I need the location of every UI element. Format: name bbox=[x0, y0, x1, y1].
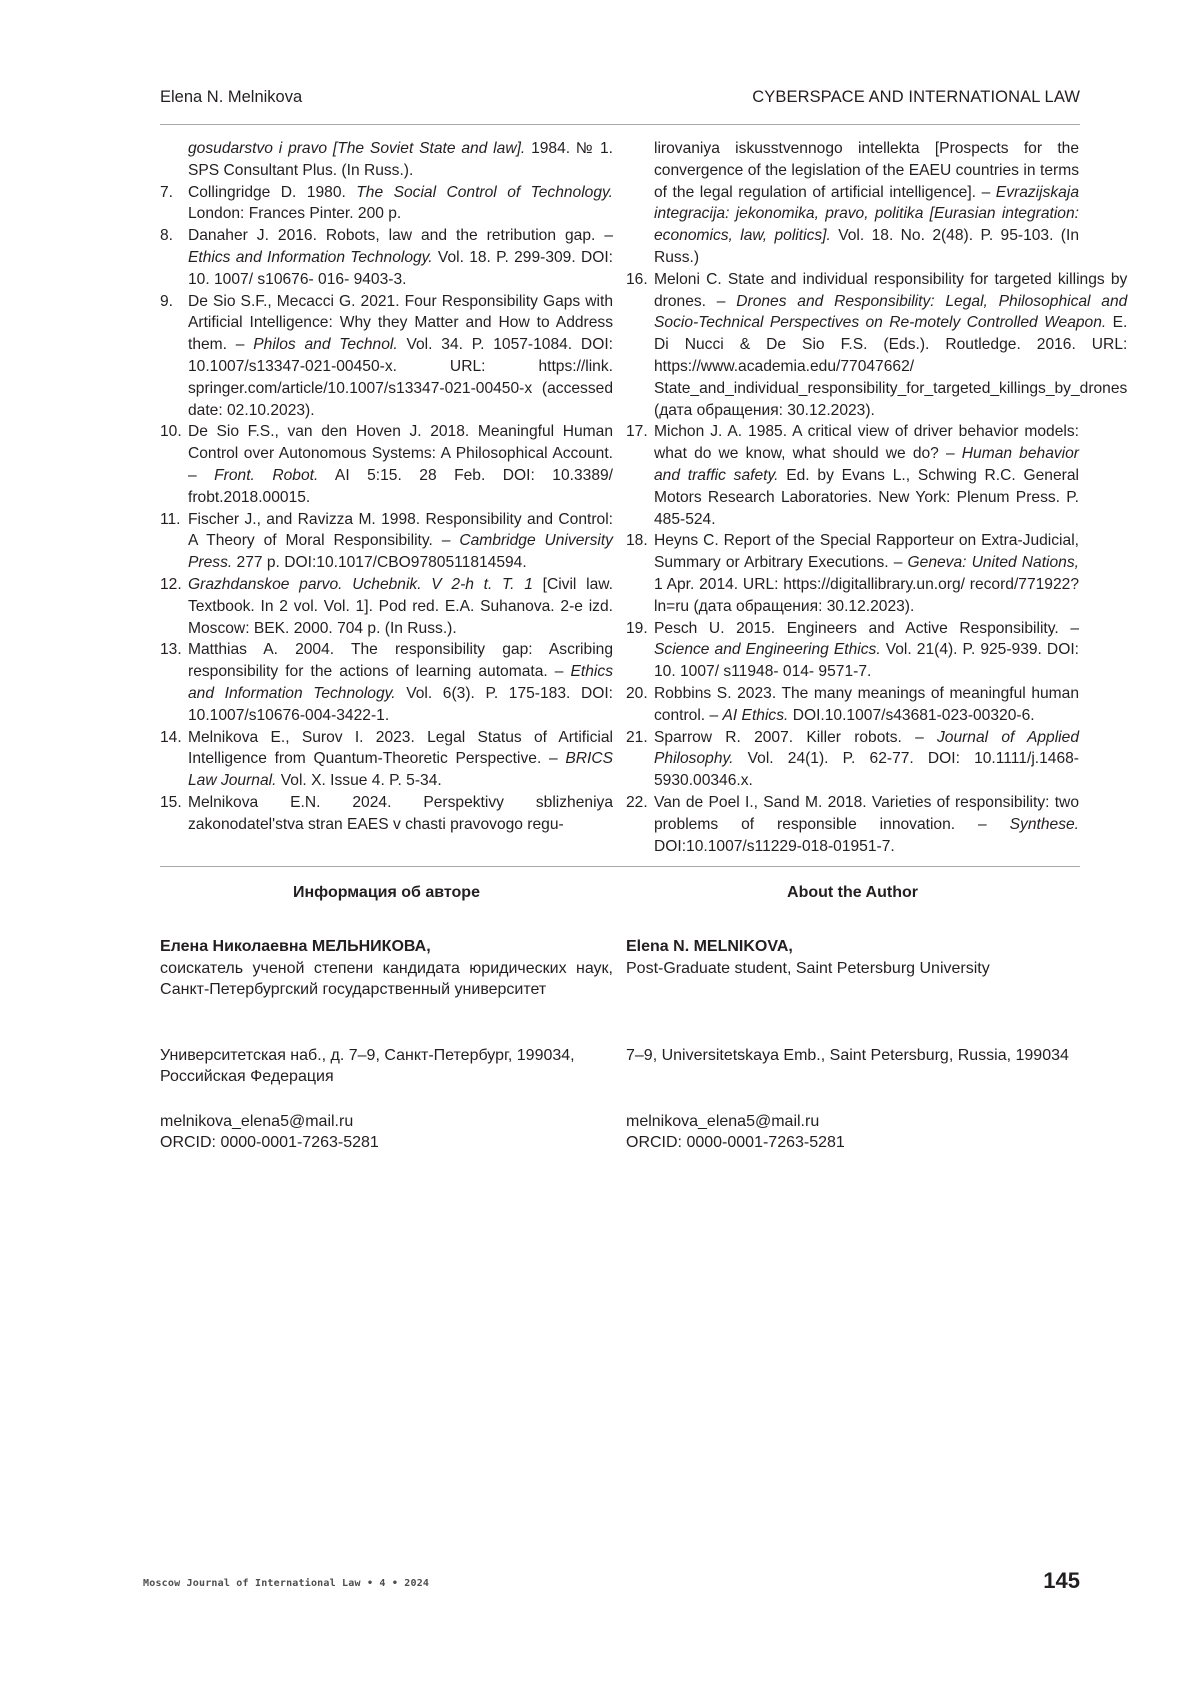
reference-text bbox=[188, 792, 613, 836]
reference-text bbox=[188, 639, 613, 726]
reference-item bbox=[626, 421, 1079, 530]
reference-item bbox=[626, 138, 1079, 269]
reference-text bbox=[188, 291, 613, 422]
reference-text bbox=[188, 225, 613, 290]
references-right-column bbox=[626, 138, 1079, 857]
reference-text bbox=[188, 509, 613, 574]
reference-item bbox=[160, 421, 613, 508]
reference-text-segment: Fischer J., and Ravizza M. 1998. Responsibility and Control: A Theory of Moral Responsibility. – bbox=[188, 511, 613, 550]
reference-text bbox=[654, 727, 1079, 792]
reference-number: 16. bbox=[626, 269, 654, 422]
reference-number: 19. bbox=[626, 618, 654, 683]
reference-item bbox=[160, 639, 613, 726]
reference-number: 17. bbox=[626, 421, 654, 530]
reference-text-segment: Vol. 18. No. 2(48). P. 95-103. (In Russ.) bbox=[654, 227, 1079, 266]
reference-text-segment: 1 Apr. 2014. URL: https://digitallibrary.un.org/ record/771922?ln=ru (дата обращения: 30.12.2023). bbox=[654, 576, 1079, 615]
reference-text-segment: AI 5:15. 28 Feb. DOI: 10.3389/ frobt.2018.00015. bbox=[188, 467, 613, 506]
page-number: 145 bbox=[1043, 1568, 1080, 1594]
author-orcid-ru: ORCID: 0000-0001-7263-5281 bbox=[160, 1132, 613, 1154]
reference-source-title: Ethics and Information Technology. bbox=[188, 663, 613, 702]
reference-number: 12. bbox=[160, 574, 188, 639]
reference-text-segment: Pesch U. 2015. Engineers and Active Responsibility. – bbox=[654, 620, 1079, 637]
reference-text bbox=[188, 421, 613, 508]
reference-source-title: Evrazijskaja integracija: jekonomika, pravo, politika [Eurasian integration: economics, law, politics]. bbox=[654, 184, 1079, 245]
reference-text-segment: Collingridge D. 1980. bbox=[188, 184, 356, 201]
author-info-ru bbox=[160, 878, 613, 1154]
reference-text-segment: [Civil law. Textbook. In 2 vol. Vol. 1]. Pod red. E.A. Suhanova. 2-e izd. Moscow: BEK. 2000. 704 p. (In Russ.). bbox=[188, 576, 613, 637]
reference-item bbox=[160, 182, 613, 226]
reference-item bbox=[626, 618, 1079, 683]
reference-text-segment: Heyns C. Report of the Special Rapporteur on Extra-Judicial, Summary or Arbitrary Executions. – bbox=[654, 532, 1079, 571]
reference-number: 22. bbox=[626, 792, 654, 857]
reference-text-segment: De Sio F.S., van den Hoven J. 2018. Meaningful Human Control over Autonomous Systems: A Philosophical Account. – bbox=[188, 423, 613, 484]
reference-text bbox=[654, 269, 1127, 422]
reference-number: 7. bbox=[160, 182, 188, 226]
reference-source-title: Front. Robot. bbox=[214, 467, 318, 484]
author-address-en: 7–9, Universitetskaya Emb., Saint Petersburg, Russia, 199034 bbox=[626, 1045, 1079, 1089]
reference-item bbox=[160, 574, 613, 639]
reference-text-segment: Vol. 21(4). P. 925-939. DOI: 10. 1007/ s11948- 014- 9571-7. bbox=[654, 641, 1079, 680]
reference-text bbox=[188, 574, 613, 639]
reference-source-title: Synthese. bbox=[1010, 816, 1079, 833]
reference-source-title: Human behavior and traffic safety. bbox=[654, 445, 1079, 484]
author-orcid-en: ORCID: 0000-0001-7263-5281 bbox=[626, 1132, 1079, 1154]
reference-item bbox=[160, 792, 613, 836]
reference-text-segment: E. Di Nucci & De Sio F.S. (Eds.). Routledge. 2016. URL: https://www.academia.edu/77047662/ State_and_individual_responsibility_for_targeted_killings_by_drones (дата обращения: 30.12.2023). bbox=[654, 314, 1127, 418]
author-affiliation-ru: соискатель ученой степени кандидата юридических наук, Санкт-Петербургский государственный университет bbox=[160, 958, 613, 1023]
reference-item bbox=[626, 727, 1079, 792]
reference-source-title: Cambridge University Press. bbox=[188, 532, 613, 571]
reference-number: 21. bbox=[626, 727, 654, 792]
reference-item bbox=[160, 291, 613, 422]
reference-number: 9. bbox=[160, 291, 188, 422]
author-name-ru: Елена Николаевна МЕЛЬНИКОВА, bbox=[160, 936, 613, 958]
reference-text-segment: Melnikova E., Surov I. 2023. Legal Status of Artificial Intelligence from Quantum-Theoretic Perspective. – bbox=[188, 729, 613, 768]
reference-item bbox=[160, 225, 613, 290]
reference-source-title: Grazhdanskoe parvo. Uchebnik. V 2-h t. T. 1 bbox=[188, 576, 533, 593]
reference-text-segment: DOI:10.1007/s11229-018-01951-7. bbox=[654, 838, 895, 855]
reference-source-title: AI Ethics. bbox=[722, 707, 788, 724]
reference-number: 14. bbox=[160, 727, 188, 792]
reference-text-segment: 277 p. DOI:10.1017/CBO9780511814594. bbox=[232, 554, 526, 571]
reference-item bbox=[160, 509, 613, 574]
reference-text-segment: lirovaniya iskusstvennogo intellekta [Prospects for the convergence of the legislation of the EAEU countries in terms of the legal regulation of artificial intelligence]. – bbox=[654, 140, 1079, 201]
author-name-en: Elena N. MELNIKOVA, bbox=[626, 936, 1079, 958]
reference-text-segment: Sparrow R. 2007. Killer robots. – bbox=[654, 729, 937, 746]
reference-source-title: Philos and Technol. bbox=[253, 336, 397, 353]
reference-text bbox=[188, 138, 613, 182]
reference-text-segment: De Sio S.F., Mecacci G. 2021. Four Responsibility Gaps with Artificial Intelligence: Why they Matter and How to Address them. – bbox=[188, 293, 613, 354]
reference-text bbox=[654, 530, 1079, 617]
reference-source-title: Ethics and Information Technology. bbox=[188, 249, 433, 266]
reference-text-segment: Danaher J. 2016. Robots, law and the retribution gap. – bbox=[188, 227, 613, 244]
author-email-ru[interactable]: melnikova_elena5@mail.ru bbox=[160, 1111, 613, 1133]
reference-source-title: Science and Engineering Ethics. bbox=[654, 641, 881, 658]
reference-text-segment: 1984. № 1. SPS Consultant Plus. (In Russ.). bbox=[188, 140, 613, 179]
reference-item bbox=[626, 530, 1079, 617]
reference-text-segment: Vol. 6(3). P. 175-183. DOI: 10.1007/s10676-004-3422-1. bbox=[188, 685, 613, 724]
reference-text bbox=[654, 683, 1079, 727]
reference-text-segment: Robbins S. 2023. The many meanings of meaningful human control. – bbox=[654, 685, 1079, 724]
footer-journal: Moscow Journal of International Law • 4 • 2024 bbox=[143, 1578, 429, 1589]
reference-source-title: Drones and Responsibility: Legal, Philosophical and Socio-Technical Perspectives on Re-motely Controlled Weapon. bbox=[654, 293, 1127, 332]
author-email-en[interactable]: melnikova_elena5@mail.ru bbox=[626, 1111, 1079, 1133]
reference-text-segment: Meloni C. State and individual responsibility for targeted killings by drones. – bbox=[654, 271, 1127, 310]
reference-text-segment: Ed. by Evans L., Schwing R.C. General Motors Research Laboratories. New York: Plenum Press. P. 485-524. bbox=[654, 467, 1079, 528]
reference-item bbox=[160, 138, 613, 182]
reference-text bbox=[654, 138, 1079, 269]
header-section: CYBERSPACE AND INTERNATIONAL LAW bbox=[752, 88, 1080, 107]
reference-text-segment: DOI.10.1007/s43681-023-00320-6. bbox=[788, 707, 1034, 724]
reference-text-segment: London: Frances Pinter. 200 p. bbox=[188, 205, 401, 222]
author-affiliation-en: Post-Graduate student, Saint Petersburg University bbox=[626, 958, 1079, 1023]
reference-number: 11. bbox=[160, 509, 188, 574]
author-address-ru: Университетская наб., д. 7–9, Санкт-Петербург, 199034, Российская Федерация bbox=[160, 1045, 613, 1089]
reference-text-segment: Michon J. A. 1985. A critical view of driver behavior models: what do we know, what should we do? – bbox=[654, 423, 1079, 462]
reference-item bbox=[160, 727, 613, 792]
reference-item bbox=[626, 683, 1079, 727]
reference-text bbox=[654, 421, 1079, 530]
reference-text-segment: Vol. 18. P. 299-309. DOI: 10. 1007/ s10676- 016- 9403-3. bbox=[188, 249, 613, 288]
reference-text-segment: Vol. 24(1). P. 62-77. DOI: 10.1111/j.1468-5930.00346.x. bbox=[654, 750, 1079, 789]
reference-number: 20. bbox=[626, 683, 654, 727]
header-author: Elena N. Melnikova bbox=[160, 88, 302, 107]
reference-text bbox=[654, 792, 1079, 857]
reference-text-segment: Melnikova E.N. 2024. Perspektivy sblizheniya zakonodatel'stva stran EAES v chasti pravovogo regu- bbox=[188, 794, 613, 833]
running-header bbox=[160, 88, 1080, 125]
reference-number: 13. bbox=[160, 639, 188, 726]
reference-source-title: The Social Control of Technology. bbox=[356, 184, 613, 201]
reference-text-segment: Matthias A. 2004. The responsibility gap: Ascribing responsibility for the actions of learning automata. – bbox=[188, 641, 613, 680]
section-divider bbox=[160, 866, 1080, 867]
reference-text-segment: Vol. X. Issue 4. P. 5-34. bbox=[276, 772, 441, 789]
reference-item bbox=[626, 269, 1079, 422]
reference-number: 10. bbox=[160, 421, 188, 508]
reference-source-title: gosudarstvo i pravo [The Soviet State and law]. bbox=[188, 140, 525, 157]
reference-number: 8. bbox=[160, 225, 188, 290]
reference-text bbox=[188, 182, 613, 226]
references-left-column bbox=[160, 138, 613, 836]
reference-number: 18. bbox=[626, 530, 654, 617]
reference-source-title: Journal of Applied Philosophy. bbox=[654, 729, 1079, 768]
reference-text-segment: Vol. 34. P. 1057-1084. DOI: 10.1007/s13347-021-00450-x. URL: https://link. springer.com/article/10.1007/s13347-021-00450-x (accessed date: 02.10.2023). bbox=[188, 336, 613, 418]
reference-source-title: BRICS Law Journal. bbox=[188, 750, 613, 789]
reference-text bbox=[654, 618, 1079, 683]
author-heading-ru: Информация об авторе bbox=[160, 882, 613, 904]
author-heading-en: About the Author bbox=[626, 882, 1079, 904]
reference-text-segment: Van de Poel I., Sand M. 2018. Varieties of responsibility: two problems of responsible innovation. – bbox=[654, 794, 1079, 833]
reference-number: 15. bbox=[160, 792, 188, 836]
reference-item bbox=[626, 792, 1079, 857]
reference-source-title: Geneva: United Nations, bbox=[908, 554, 1079, 571]
author-info-en bbox=[626, 878, 1079, 1154]
reference-text bbox=[188, 727, 613, 792]
